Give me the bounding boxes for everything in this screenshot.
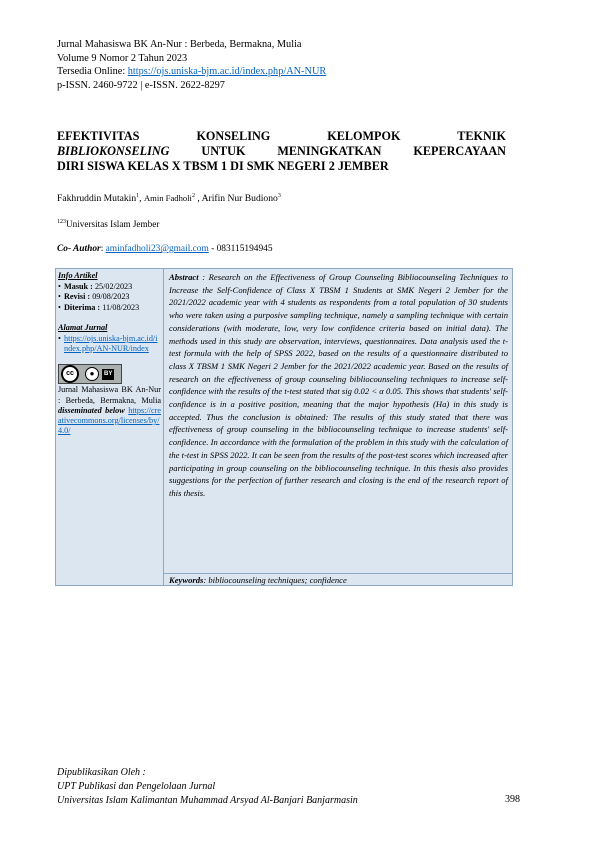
footer-line-3: Universitas Islam Kalimantan Muhammad Arsyad Al-Banjari Banjarmasin [57, 795, 358, 806]
affiliation-text: Universitas Islam Jember [66, 219, 160, 230]
author-affil-mark: 3 [277, 193, 281, 199]
date-label: Diterima : [64, 302, 101, 312]
journal-address-link[interactable]: https://ojs.uniska-bjm.ac.id/index.php/AN-NUR/index [64, 334, 158, 354]
author-list [57, 193, 281, 204]
issn: p-ISSN. 2460-9722 | e-ISSN. 2622-8297 [57, 79, 225, 91]
license-statement [58, 385, 161, 436]
co-author-label: Co- Author [57, 244, 101, 254]
date-value: 11/08/2023 [100, 302, 140, 312]
author-affil-mark: 2 [191, 193, 195, 199]
author-affil-mark: 1 [136, 193, 140, 199]
date-item [58, 282, 161, 292]
journal-address-heading: Alamat Jurnal [58, 322, 108, 332]
author-separator: , [139, 193, 144, 205]
page-number: 398 [505, 794, 520, 805]
author-name: Amin Fadholi [143, 193, 192, 204]
date-value: 25/02/2023 [92, 282, 133, 292]
date-item [58, 292, 161, 302]
co-author-phone: - 083115194945 [208, 244, 273, 254]
attribution-icon: ● [85, 367, 99, 381]
footer-line-1: Dipublikasikan Oleh : [57, 767, 146, 778]
abstract-label: Abstract [169, 272, 199, 282]
publisher-footer [57, 766, 358, 808]
online-label: Tersedia Online: [57, 66, 128, 77]
author-name: Arifin Nur Budiono [201, 193, 278, 205]
article-info-box [55, 268, 513, 586]
journal-address-list [58, 334, 161, 354]
journal-header [57, 38, 326, 92]
title-italic-term: BIBLIOKONSELING [57, 144, 170, 158]
keywords-label: Keywords [169, 575, 204, 585]
date-item [58, 303, 161, 313]
online-availability [57, 65, 326, 79]
author-separator: , [194, 193, 202, 205]
footer-line-2: UPT Publikasi dan Pengelolaan Jurnal [57, 781, 216, 792]
license-disseminated: disseminated below [58, 405, 125, 415]
by-label: BY [102, 369, 114, 379]
journal-name: Jurnal Mahasiswa BK An-Nur : Berbeda, Bermakna, Mulia [57, 39, 302, 50]
title-line-1: EFEKTIVITAS KONSELING KELOMPOK TEKNIK [57, 129, 506, 143]
info-heading: Info Artikel [58, 271, 98, 280]
cc-by-license-icon [58, 364, 122, 384]
journal-volume: Volume 9 Nomor 2 Tahun 2023 [57, 52, 188, 64]
license-text: Jurnal Mahasiswa BK An-Nur : Berbeda, Bermakna, Mulia [58, 385, 161, 405]
date-value: 09/08/2023 [90, 292, 130, 302]
article-title [57, 129, 506, 174]
co-author-separator: : [100, 244, 106, 254]
co-author-line [57, 244, 273, 254]
abstract [169, 271, 508, 500]
article-info-column [56, 269, 164, 585]
author-name: Fakhruddin Mutakin [57, 193, 137, 205]
affiliation-mark: 123 [57, 219, 66, 225]
date-label: Revisi : [64, 292, 91, 302]
title-line-2 [57, 144, 506, 159]
title-line-3: DIRI SISWA KELAS X TBSM 1 DI SMK NEGERI 2 JEMBER [57, 159, 389, 173]
cc-icon: cc [61, 365, 79, 383]
abstract-text: : Research on the Effectiveness of Group Counseling Bibliocounseling Techniques to Increase the Self-Confidence of Class X TBSM 1 Students at SMK Negeri 2 Jember for the 2021/2022 academic year with 4 students as respondents from a total population of 30 students who were taken using a purposive sampling technique, namely a sampling technique with certain considerations (with moderate, low, very low confidence criteria based on initial data). The methods used in this study are observation, interviews, questionnaires. Data analysis used the t-test formula with the help of SPSS 2022, based on the results of a questionnaire distributed to class X TBSM 1 SMK Negeri 2 Jember for the 2021/2022 academic year. Based on the results of research on the effectiveness of group counseling bibliocounseling techniques to increase self-confidence with the results of the t-test stated that sig 0.02 < α 0.05. This shows that students' self-confidence is in a positive position, meaning that the major hypothesis (Ha) in this study is accepted. Thus the conclusion is obtained: The results of this study stated that there was effectiveness of group counseling in the bibliocounseling technique to increase students' self-confidence. In accordance with the formulation of the problem in this study with the calculation of the t-test in SPSS 2022. It can be seen from the results of the post-test scores which increased after participating in group counseling on the bibliocounseling technique. In this thesis also provides suggestions for the perfection of further research and closing is the end of the research report of this thesis. [169, 272, 508, 498]
title-line-2-rest: UNTUK MENINGKATKAN KEPERCAYAAN [169, 144, 506, 158]
keywords-text: : bibliocounseling techniques; confidence [203, 575, 347, 585]
affiliation [57, 219, 159, 229]
journal-url-link[interactable]: https://ojs.uniska-bjm.ac.id/index.php/AN-NUR [127, 66, 327, 77]
date-label: Masuk : [64, 282, 93, 292]
article-dates [58, 282, 161, 313]
co-author-email-link[interactable]: aminfadholi23@gmail.com [105, 244, 209, 254]
journal-address-item [58, 334, 161, 354]
keywords [164, 573, 512, 585]
license-link[interactable]: https://creativecommons.org/licenses/by/4.0/ [58, 405, 161, 436]
